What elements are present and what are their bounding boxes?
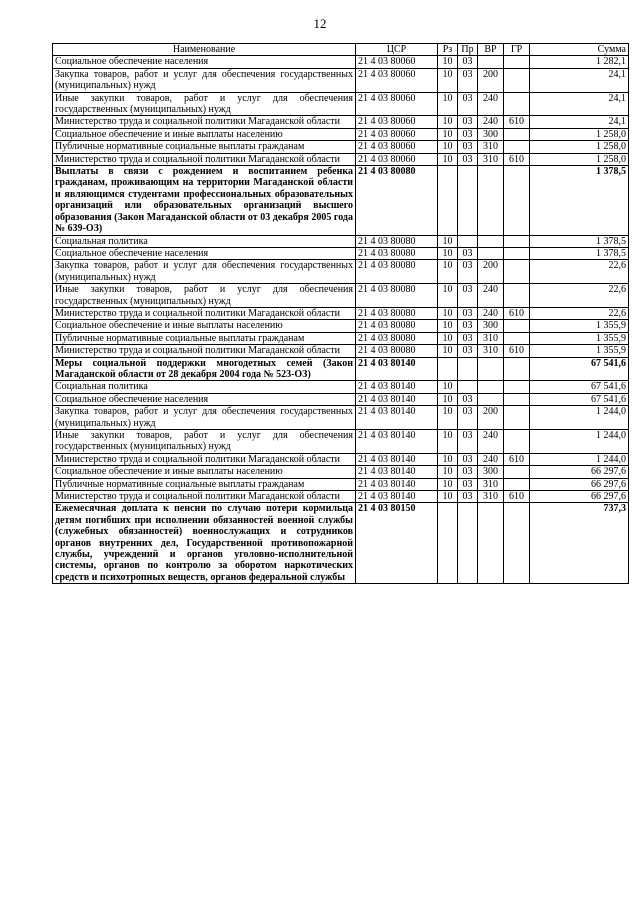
row-gr: 610 (504, 345, 530, 357)
row-gr (504, 430, 530, 454)
row-sum: 67 541,6 (530, 381, 629, 393)
row-vr (478, 393, 504, 405)
row-pr: 03 (458, 491, 478, 503)
row-csr: 21 4 03 80140 (356, 393, 438, 405)
row-rz: 10 (438, 466, 458, 478)
row-gr: 610 (504, 491, 530, 503)
row-rz: 10 (438, 345, 458, 357)
row-vr: 310 (478, 332, 504, 344)
row-pr: 03 (458, 307, 478, 319)
budget-table (52, 43, 629, 584)
row-rz: 10 (438, 381, 458, 393)
table-row (53, 153, 629, 165)
table-row (53, 406, 629, 430)
row-pr: 03 (458, 116, 478, 128)
row-vr: 310 (478, 141, 504, 153)
row-rz: 10 (438, 478, 458, 490)
row-name: Иные закупки товаров, работ и услуг для обеспечения государственных (муниципальных) нужд (53, 284, 356, 308)
row-name: Социальное обеспечение населения (53, 393, 356, 405)
row-name: Социальное обеспечение населения (53, 247, 356, 259)
row-csr: 21 4 03 80060 (356, 153, 438, 165)
row-vr: 300 (478, 128, 504, 140)
row-rz: 10 (438, 235, 458, 247)
row-rz (438, 357, 458, 381)
row-vr: 240 (478, 307, 504, 319)
row-pr: 03 (458, 345, 478, 357)
table-row (53, 320, 629, 332)
row-pr: 03 (458, 453, 478, 465)
row-pr: 03 (458, 68, 478, 92)
row-name: Закупка товаров, работ и услуг для обеспечения государственных (муниципальных) нужд (53, 68, 356, 92)
table-row (53, 128, 629, 140)
row-csr: 21 4 03 80140 (356, 406, 438, 430)
row-pr: 03 (458, 56, 478, 68)
row-pr: 03 (458, 393, 478, 405)
row-csr: 21 4 03 80080 (356, 247, 438, 259)
row-rz: 10 (438, 430, 458, 454)
row-csr: 21 4 03 80080 (356, 284, 438, 308)
row-sum: 1 258,0 (530, 141, 629, 153)
row-gr (504, 406, 530, 430)
row-pr: 03 (458, 141, 478, 153)
row-gr (504, 381, 530, 393)
row-gr (504, 260, 530, 284)
row-csr: 21 4 03 80150 (356, 503, 438, 584)
row-sum: 1 244,0 (530, 406, 629, 430)
row-sum: 1 378,5 (530, 166, 629, 235)
row-gr (504, 128, 530, 140)
row-csr: 21 4 03 80060 (356, 128, 438, 140)
row-rz: 10 (438, 247, 458, 259)
row-csr: 21 4 03 80140 (356, 491, 438, 503)
row-csr: 21 4 03 80140 (356, 430, 438, 454)
row-gr (504, 466, 530, 478)
row-rz: 10 (438, 406, 458, 430)
table-row (53, 260, 629, 284)
row-name: Министерство труда и социальной политики Магаданской области (53, 116, 356, 128)
row-name: Министерство труда и социальной политики Магаданской области (53, 345, 356, 357)
row-sum: 1 258,0 (530, 153, 629, 165)
row-name: Министерство труда и социальной политики Магаданской области (53, 453, 356, 465)
row-vr: 310 (478, 153, 504, 165)
header-name: Наименование (53, 44, 356, 56)
row-vr (478, 503, 504, 584)
row-gr: 610 (504, 116, 530, 128)
row-vr: 240 (478, 116, 504, 128)
row-pr: 03 (458, 430, 478, 454)
row-pr (458, 503, 478, 584)
row-name: Иные закупки товаров, работ и услуг для обеспечения государственных (муниципальных) нужд (53, 430, 356, 454)
row-pr: 03 (458, 466, 478, 478)
table-header-row (53, 44, 629, 56)
row-name: Закупка товаров, работ и услуг для обеспечения государственных (муниципальных) нужд (53, 260, 356, 284)
row-rz: 10 (438, 68, 458, 92)
row-vr: 240 (478, 284, 504, 308)
row-sum: 24,1 (530, 92, 629, 116)
row-sum: 24,1 (530, 116, 629, 128)
row-csr: 21 4 03 80080 (356, 307, 438, 319)
row-csr: 21 4 03 80060 (356, 92, 438, 116)
row-gr (504, 503, 530, 584)
row-sum: 1 244,0 (530, 430, 629, 454)
row-vr: 200 (478, 68, 504, 92)
row-name: Социальное обеспечение и иные выплаты населению (53, 320, 356, 332)
row-gr (504, 68, 530, 92)
table-row (53, 116, 629, 128)
row-csr: 21 4 03 80080 (356, 345, 438, 357)
header-sum: Сумма (530, 44, 629, 56)
table-row (53, 247, 629, 259)
row-pr: 03 (458, 320, 478, 332)
table-row (53, 332, 629, 344)
row-rz (438, 166, 458, 235)
row-sum: 1 378,5 (530, 235, 629, 247)
row-gr (504, 56, 530, 68)
row-name: Публичные нормативные социальные выплаты гражданам (53, 141, 356, 153)
row-gr (504, 284, 530, 308)
row-name: Министерство труда и социальной политики Магаданской области (53, 307, 356, 319)
row-vr: 240 (478, 430, 504, 454)
row-vr: 300 (478, 466, 504, 478)
row-csr: 21 4 03 80080 (356, 260, 438, 284)
row-vr: 310 (478, 478, 504, 490)
row-name: Министерство труда и социальной политики Магаданской области (53, 491, 356, 503)
row-name: Социальное обеспечение и иные выплаты населению (53, 466, 356, 478)
row-name: Закупка товаров, работ и услуг для обеспечения государственных (муниципальных) нужд (53, 406, 356, 430)
row-csr: 21 4 03 80140 (356, 357, 438, 381)
row-sum: 1 244,0 (530, 453, 629, 465)
row-rz: 10 (438, 153, 458, 165)
row-pr: 03 (458, 406, 478, 430)
table-row (53, 68, 629, 92)
row-pr: 03 (458, 92, 478, 116)
row-rz: 10 (438, 92, 458, 116)
row-gr (504, 247, 530, 259)
table-row (53, 466, 629, 478)
row-vr: 300 (478, 320, 504, 332)
row-rz: 10 (438, 128, 458, 140)
row-sum: 22,6 (530, 284, 629, 308)
row-vr (478, 56, 504, 68)
table-row (53, 503, 629, 584)
table-row (53, 235, 629, 247)
row-pr: 03 (458, 332, 478, 344)
row-csr: 21 4 03 80080 (356, 235, 438, 247)
row-vr (478, 357, 504, 381)
table-row (53, 56, 629, 68)
row-name: Иные закупки товаров, работ и услуг для обеспечения государственных (муниципальных) нужд (53, 92, 356, 116)
row-pr: 03 (458, 247, 478, 259)
row-pr (458, 357, 478, 381)
header-pr: Пр (458, 44, 478, 56)
row-vr (478, 381, 504, 393)
row-pr: 03 (458, 478, 478, 490)
row-pr (458, 381, 478, 393)
table-row (53, 92, 629, 116)
row-name: Министерство труда и социальной политики Магаданской области (53, 153, 356, 165)
row-name: Социальное обеспечение населения (53, 56, 356, 68)
row-pr: 03 (458, 128, 478, 140)
row-sum: 24,1 (530, 68, 629, 92)
table-row (53, 478, 629, 490)
row-csr: 21 4 03 80140 (356, 466, 438, 478)
row-gr (504, 166, 530, 235)
row-rz: 10 (438, 393, 458, 405)
row-vr: 200 (478, 260, 504, 284)
row-sum: 1 355,9 (530, 345, 629, 357)
table-row (53, 307, 629, 319)
row-sum: 67 541,6 (530, 393, 629, 405)
table-row (53, 381, 629, 393)
row-vr (478, 247, 504, 259)
row-gr (504, 141, 530, 153)
row-csr: 21 4 03 80060 (356, 68, 438, 92)
row-gr (504, 92, 530, 116)
row-sum: 1 355,9 (530, 332, 629, 344)
row-gr: 610 (504, 307, 530, 319)
table-row (53, 357, 629, 381)
row-vr (478, 235, 504, 247)
table-row (53, 393, 629, 405)
row-name: Ежемесячная доплата к пенсии по случаю потери кормильца детям погибших при исполнении обязанностей военной службы (служебных обязанностей) военнослужащих и сотрудников органов внутренних дел, Государственной противопожарной службы, учреждений и органов уголовно-исполнительной системы, органов по контролю за оборотом наркотических средств и психотропных веществ, органов федеральной службы (53, 503, 356, 584)
row-csr: 21 4 03 80140 (356, 453, 438, 465)
row-sum: 1 378,5 (530, 247, 629, 259)
row-rz: 10 (438, 307, 458, 319)
table-row (53, 166, 629, 235)
row-rz: 10 (438, 332, 458, 344)
row-sum: 66 297,6 (530, 491, 629, 503)
row-gr (504, 478, 530, 490)
row-rz: 10 (438, 116, 458, 128)
row-gr: 610 (504, 453, 530, 465)
row-csr: 21 4 03 80080 (356, 320, 438, 332)
table-row (53, 141, 629, 153)
row-sum: 1 258,0 (530, 128, 629, 140)
header-rz: Рз (438, 44, 458, 56)
row-rz: 10 (438, 320, 458, 332)
row-gr (504, 357, 530, 381)
row-gr (504, 235, 530, 247)
row-rz: 10 (438, 491, 458, 503)
row-csr: 21 4 03 80140 (356, 381, 438, 393)
table-row (53, 453, 629, 465)
row-rz: 10 (438, 453, 458, 465)
row-rz (438, 503, 458, 584)
row-pr (458, 166, 478, 235)
row-csr: 21 4 03 80060 (356, 141, 438, 153)
row-gr (504, 320, 530, 332)
row-csr: 21 4 03 80060 (356, 116, 438, 128)
row-rz: 10 (438, 284, 458, 308)
table-row (53, 430, 629, 454)
row-sum: 1 355,9 (530, 320, 629, 332)
row-name: Социальная политика (53, 381, 356, 393)
row-gr (504, 393, 530, 405)
page-number: 12 (313, 16, 327, 31)
row-vr: 240 (478, 453, 504, 465)
row-gr: 610 (504, 153, 530, 165)
row-name: Публичные нормативные социальные выплаты гражданам (53, 478, 356, 490)
row-name: Меры социальной поддержки многодетных семей (Закон Магаданской области от 28 декабря 2004 года № 523-ОЗ) (53, 357, 356, 381)
row-name: Социальное обеспечение и иные выплаты населению (53, 128, 356, 140)
row-csr: 21 4 03 80140 (356, 478, 438, 490)
row-name: Выплаты в связи с рождением и воспитанием ребенка гражданам, проживающим на территории Магаданской области и являющимся студентами профессиональных образовательных организаций или образовательных организаций высшего образования (Закон Магаданской области от 03 декабря 2005 года № 639-ОЗ) (53, 166, 356, 235)
row-sum: 737,3 (530, 503, 629, 584)
header-csr: ЦСР (356, 44, 438, 56)
row-vr: 310 (478, 345, 504, 357)
row-pr: 03 (458, 284, 478, 308)
header-gr: ГР (504, 44, 530, 56)
row-vr: 310 (478, 491, 504, 503)
table-row (53, 284, 629, 308)
table-row (53, 345, 629, 357)
row-sum: 22,6 (530, 260, 629, 284)
row-name: Социальная политика (53, 235, 356, 247)
row-csr: 21 4 03 80060 (356, 56, 438, 68)
row-vr (478, 166, 504, 235)
row-sum: 66 297,6 (530, 478, 629, 490)
row-pr: 03 (458, 153, 478, 165)
row-csr: 21 4 03 80080 (356, 166, 438, 235)
table-body (53, 56, 629, 584)
row-rz: 10 (438, 141, 458, 153)
row-sum: 1 282,1 (530, 56, 629, 68)
row-rz: 10 (438, 260, 458, 284)
row-pr (458, 235, 478, 247)
row-sum: 67 541,6 (530, 357, 629, 381)
header-vr: ВР (478, 44, 504, 56)
row-name: Публичные нормативные социальные выплаты гражданам (53, 332, 356, 344)
row-sum: 66 297,6 (530, 466, 629, 478)
row-csr: 21 4 03 80080 (356, 332, 438, 344)
row-sum: 22,6 (530, 307, 629, 319)
row-vr: 200 (478, 406, 504, 430)
row-pr: 03 (458, 260, 478, 284)
row-vr: 240 (478, 92, 504, 116)
row-gr (504, 332, 530, 344)
table-row (53, 491, 629, 503)
row-rz: 10 (438, 56, 458, 68)
